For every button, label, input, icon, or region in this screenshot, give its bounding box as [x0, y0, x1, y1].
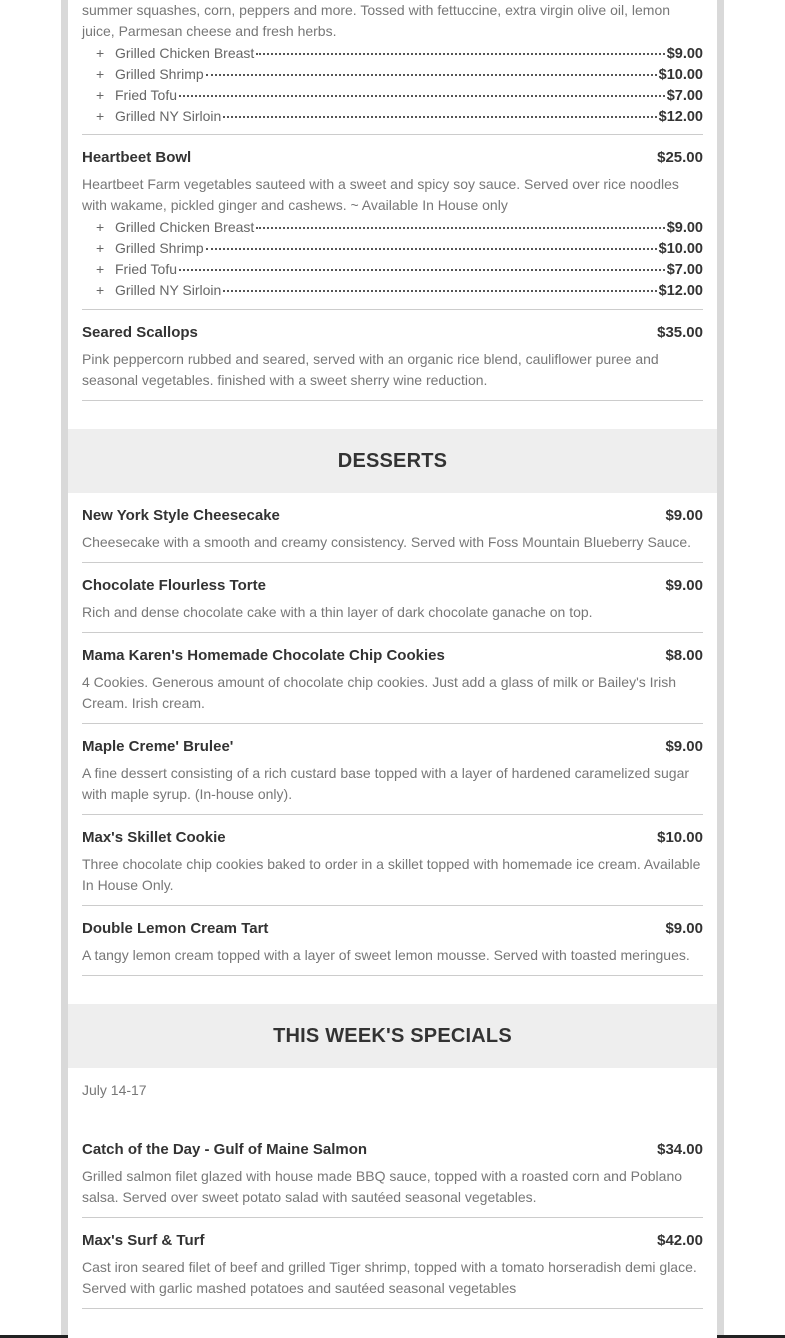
section-title: DESSERTS	[337, 449, 448, 472]
divider	[82, 309, 703, 310]
dessert-item	[82, 737, 703, 805]
item-description: Pink peppercorn rubbed and seared, served with an organic rice blend, cauliflower puree and seasonal vegetables. finished with a sweet sherry wine reduction.	[82, 351, 659, 388]
item-name: Seared Scallops	[82, 324, 198, 341]
menu-item-fragment	[82, 0, 703, 126]
menu-panel	[68, 0, 717, 1338]
addon-name: Grilled Shrimp	[115, 240, 204, 256]
divider	[82, 400, 703, 401]
item-name: Double Lemon Cream Tart	[82, 920, 269, 937]
section-title: THIS WEEK'S SPECIALS	[273, 1024, 512, 1047]
item-header	[82, 1140, 703, 1160]
addon-price: $12.00	[658, 283, 703, 299]
dot-leader	[223, 276, 656, 292]
item-header	[82, 828, 703, 848]
item-description: Cast iron seared filet of beef and grilled Tiger shrimp, topped with a tomato horseradish demi glace. Served with garlic mashed potatoes and sautéed seasonal vegetables	[82, 1259, 697, 1296]
item-price: $10.00	[657, 829, 703, 846]
dot-leader	[256, 213, 664, 229]
dessert-item	[82, 576, 703, 623]
addon-row	[82, 105, 703, 126]
item-header	[82, 576, 703, 596]
item-name: Max's Surf & Turf	[82, 1232, 205, 1249]
addon-name: Grilled Shrimp	[115, 66, 204, 82]
item-price: $8.00	[665, 647, 703, 664]
dessert-item	[82, 919, 703, 966]
dot-leader	[223, 102, 656, 118]
addon-name: Grilled Chicken Breast	[115, 219, 255, 235]
addon-name: Grilled Chicken Breast	[115, 45, 255, 61]
divider	[82, 723, 703, 724]
addon-price: $12.00	[658, 109, 703, 125]
addon-price: $7.00	[666, 88, 703, 104]
dot-leader	[206, 234, 657, 250]
section-header-specials	[68, 1004, 717, 1068]
item-price: $9.00	[665, 738, 703, 755]
specials-date	[82, 1082, 703, 1100]
item-description: Grilled salmon filet glazed with house made BBQ sauce, topped with a roasted corn and Poblano salsa. Served over sweet potato salad with sautéed seasonal vegetables.	[82, 1168, 683, 1205]
item-name: Maple Creme' Brulee'	[82, 738, 234, 755]
item-header	[82, 1231, 703, 1251]
addon-name: Fried Tofu	[115, 261, 177, 277]
item-description: Cheesecake with a smooth and creamy consistency. Served with Foss Mountain Blueberry Sauce.	[82, 534, 692, 550]
plus-icon: +	[96, 282, 105, 298]
divider	[82, 975, 703, 976]
dessert-item	[82, 506, 703, 553]
plus-icon: +	[96, 66, 105, 82]
dot-leader	[179, 81, 665, 97]
addon-name: Grilled NY Sirloin	[115, 282, 222, 298]
plus-icon: +	[96, 108, 105, 124]
item-description: summer squashes, corn, peppers and more. Tossed with fettuccine, extra virgin olive oil, lemon juice, Parmesan cheese and fresh herbs.	[82, 2, 671, 39]
divider	[82, 562, 703, 563]
menu-item-heartbeet-bowl	[82, 148, 703, 300]
special-item	[82, 1231, 703, 1299]
divider	[82, 1217, 703, 1218]
special-item	[82, 1140, 703, 1208]
item-header	[82, 737, 703, 757]
dessert-item	[82, 828, 703, 896]
item-description: 4 Cookies. Generous amount of chocolate chip cookies. Just add a glass of milk or Bailey's Irish Cream. Irish cream.	[82, 674, 677, 711]
item-name: Chocolate Flourless Torte	[82, 577, 266, 594]
divider	[82, 632, 703, 633]
addon-price: $9.00	[666, 220, 703, 236]
addon-price: $10.00	[658, 241, 703, 257]
dot-leader	[256, 39, 664, 55]
plus-icon: +	[96, 240, 105, 256]
dot-leader	[206, 60, 657, 76]
item-name: Mama Karen's Homemade Chocolate Chip Cookies	[82, 647, 445, 664]
item-price: $9.00	[665, 577, 703, 594]
addon-price: $9.00	[666, 46, 703, 62]
divider	[82, 1308, 703, 1309]
item-price: $34.00	[657, 1141, 703, 1158]
item-header	[82, 646, 703, 666]
plus-icon: +	[96, 87, 105, 103]
item-header	[82, 919, 703, 939]
item-price: $25.00	[657, 149, 703, 166]
item-description: Rich and dense chocolate cake with a thin layer of dark chocolate ganache on top.	[82, 604, 593, 620]
item-header	[82, 323, 703, 343]
addon-price: $10.00	[658, 67, 703, 83]
item-price: $42.00	[657, 1232, 703, 1249]
addon-name: Fried Tofu	[115, 87, 177, 103]
plus-icon: +	[96, 219, 105, 235]
divider	[82, 134, 703, 135]
item-name: Max's Skillet Cookie	[82, 829, 226, 846]
section-header-desserts	[68, 429, 717, 493]
item-price: $9.00	[665, 507, 703, 524]
dot-leader	[179, 255, 665, 271]
item-name: New York Style Cheesecake	[82, 507, 280, 524]
specials-date-label: July 14-17	[82, 1082, 147, 1098]
plus-icon: +	[96, 261, 105, 277]
item-header	[82, 148, 703, 168]
item-description: Three chocolate chip cookies baked to order in a skillet topped with homemade ice cream. Available In House Only.	[82, 856, 701, 893]
dessert-item	[82, 646, 703, 714]
item-name: Heartbeet Bowl	[82, 149, 192, 166]
item-header	[82, 506, 703, 526]
item-description: Heartbeet Farm vegetables sauteed with a sweet and spicy soy sauce. Served over rice noodles with wakame, pickled ginger and cashews. ~ Available In House only	[82, 176, 679, 213]
addon-price: $7.00	[666, 262, 703, 278]
divider	[82, 814, 703, 815]
item-description: A tangy lemon cream topped with a layer of sweet lemon mousse. Served with toasted meringues.	[82, 947, 690, 963]
item-price: $9.00	[665, 920, 703, 937]
divider	[82, 905, 703, 906]
addon-name: Grilled NY Sirloin	[115, 108, 222, 124]
addon-row	[82, 279, 703, 300]
plus-icon: +	[96, 45, 105, 61]
menu-item-seared-scallops	[82, 323, 703, 391]
item-price: $35.00	[657, 324, 703, 341]
item-description: A fine dessert consisting of a rich custard base topped with a layer of hardened caramelized sugar with maple syrup. (In-house only).	[82, 765, 690, 802]
item-name: Catch of the Day - Gulf of Maine Salmon	[82, 1141, 368, 1158]
